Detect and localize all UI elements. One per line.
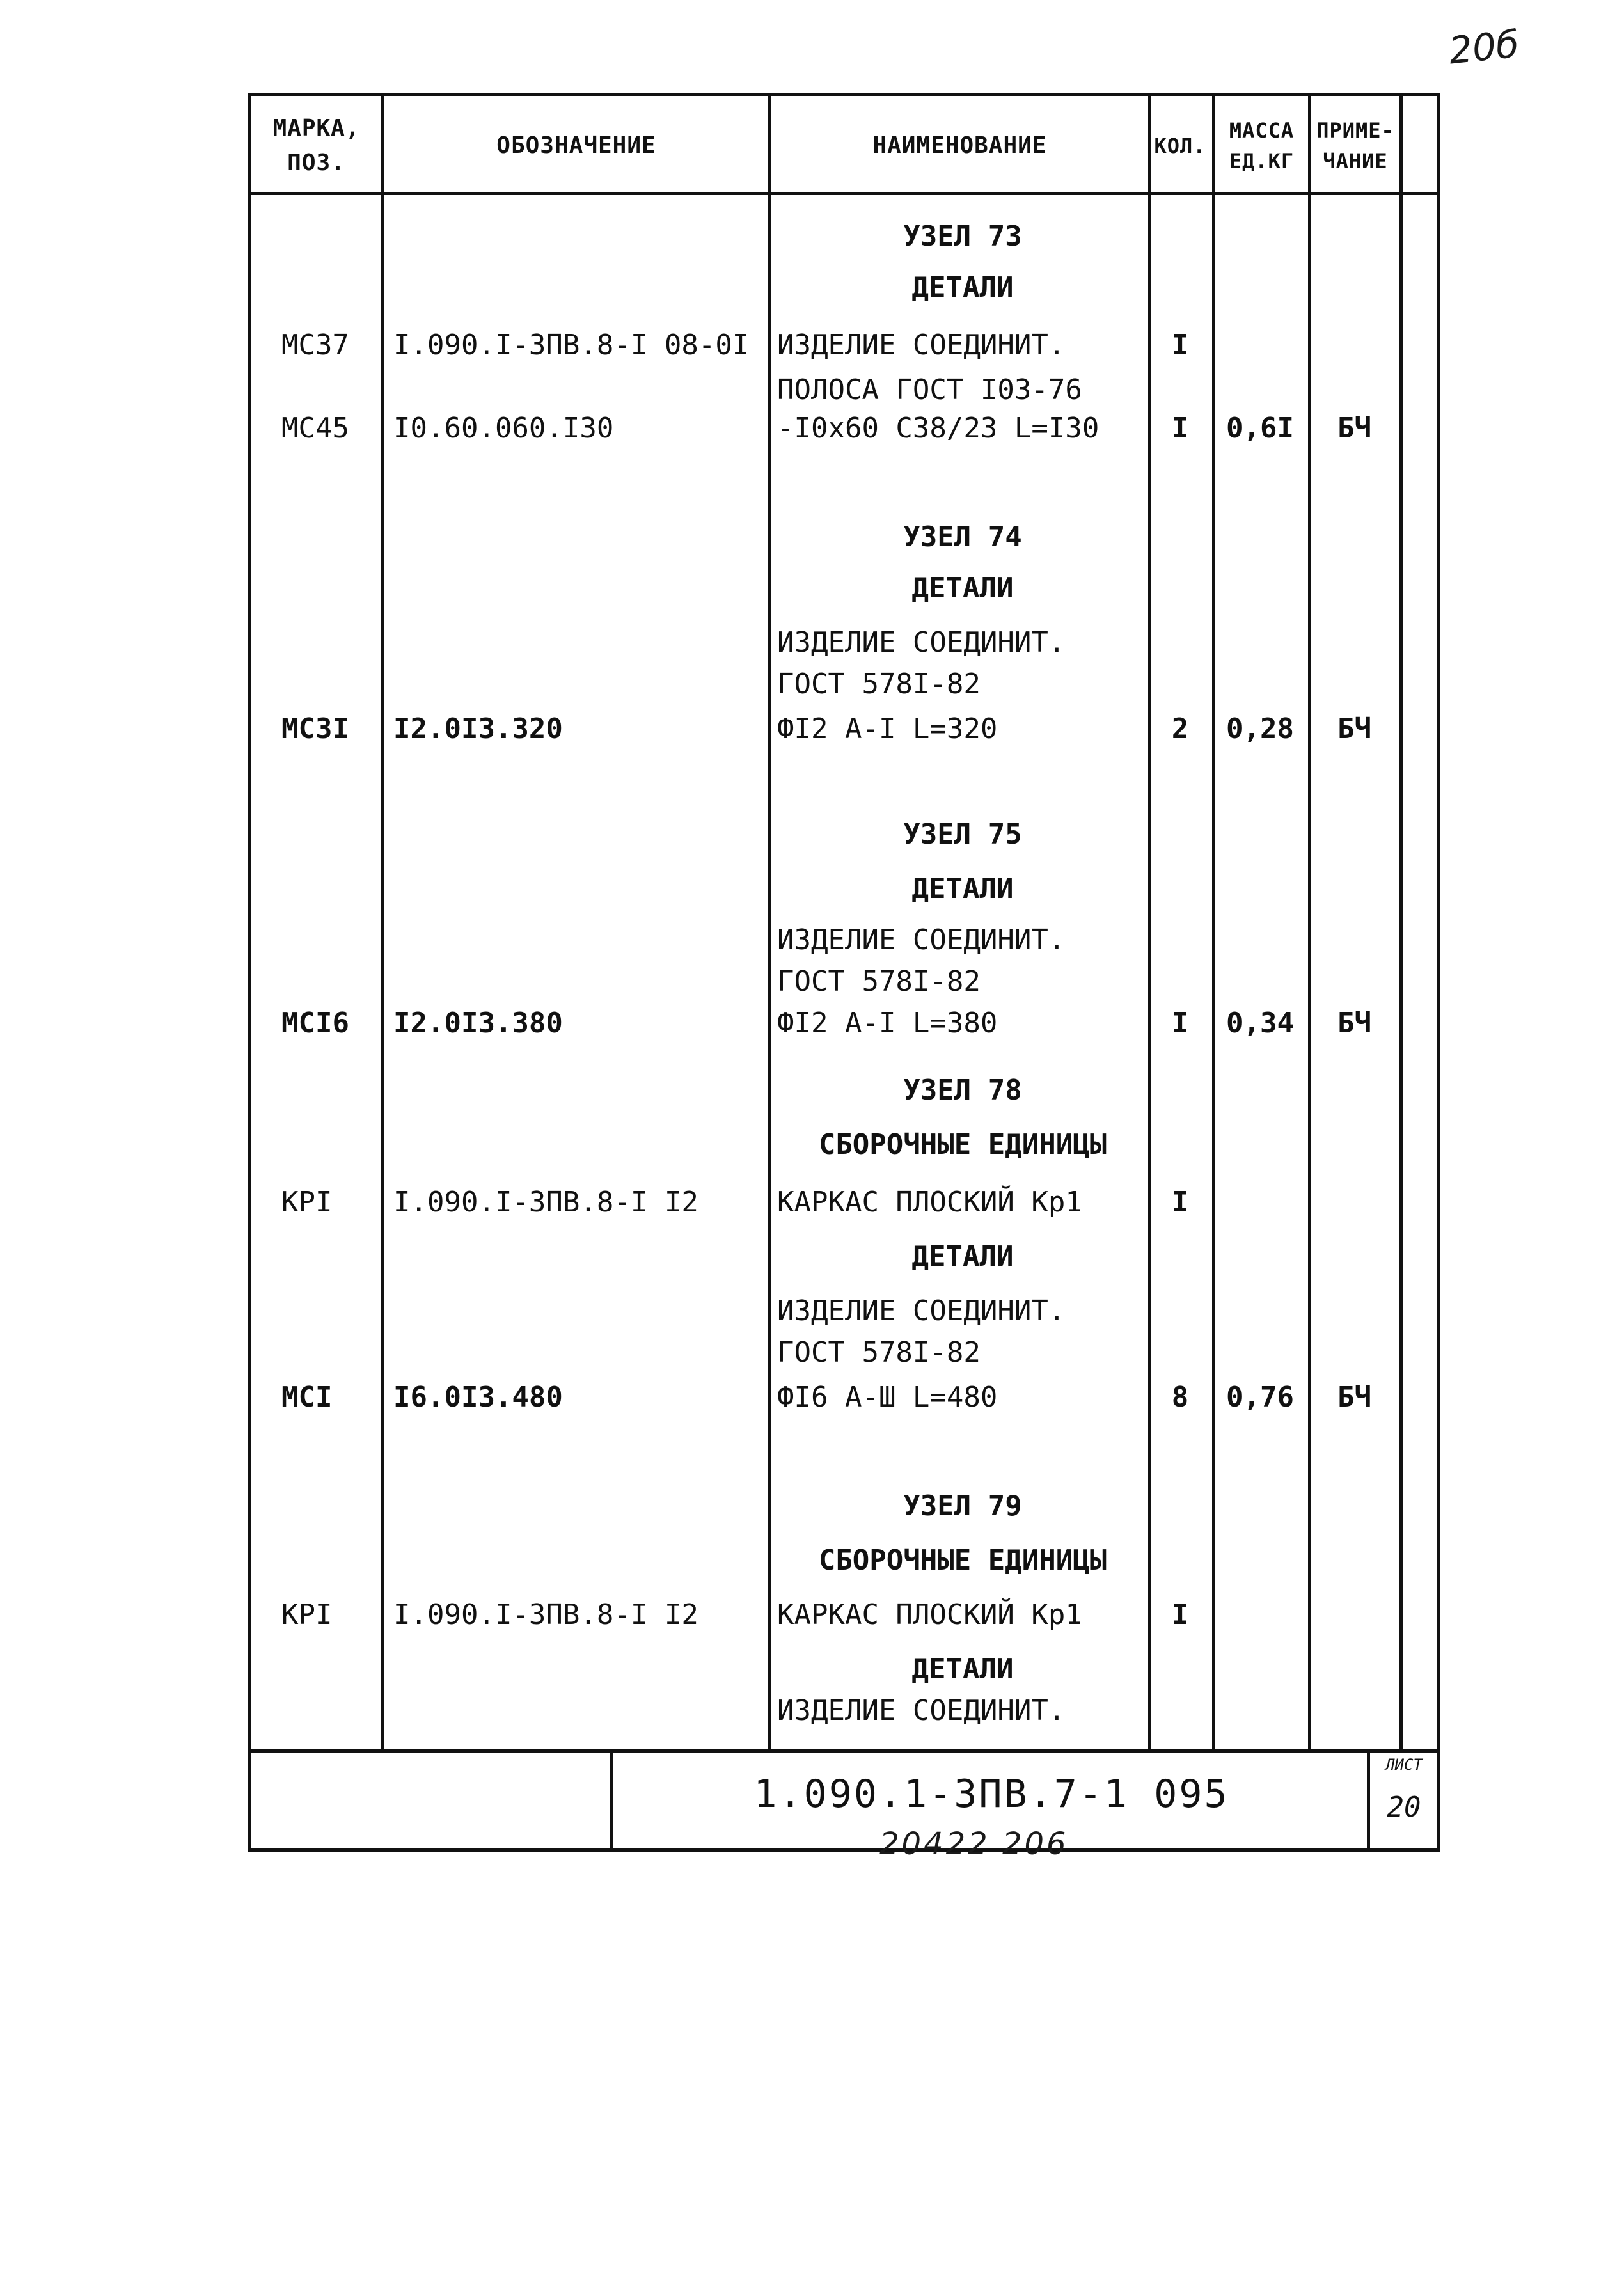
cell-name: ИЗДЕЛИЕ СОЕДИНИТ. bbox=[777, 329, 1066, 361]
cell-qty: 8 bbox=[1171, 1381, 1189, 1414]
cell-name: СБОРОЧНЫЕ ЕДИНИЦЫ bbox=[818, 1128, 1107, 1161]
cell-designation: I2.0I3.380 bbox=[393, 1007, 563, 1039]
cell-name: ПОЛОСА ГОСТ I03-76 bbox=[777, 374, 1082, 406]
cell-qty: I bbox=[1171, 412, 1189, 445]
cell-name: ФI2 А-I L=320 bbox=[777, 713, 998, 745]
cell-qty: I bbox=[1171, 1598, 1189, 1631]
header-mass: МАССА ЕД.КГ bbox=[1229, 118, 1295, 173]
cell-qty: I bbox=[1171, 1007, 1189, 1039]
cell-name: ГОСТ 578I-82 bbox=[777, 1336, 981, 1369]
cell-name: ФI2 А-I L=380 bbox=[777, 1007, 998, 1039]
cell-designation: I0.60.060.I30 bbox=[393, 412, 614, 445]
cell-designation: I.090.I-3ПВ.8-I I2 bbox=[393, 1186, 698, 1218]
column-divider bbox=[1399, 96, 1403, 1753]
title-block-divider bbox=[610, 1753, 613, 1848]
sheet-label: ЛИСТ bbox=[1385, 1756, 1423, 1774]
sheet-number: 20 bbox=[1387, 1791, 1421, 1824]
cell-name: СБОРОЧНЫЕ ЕДИНИЦЫ bbox=[818, 1544, 1107, 1577]
cell-name: -I0х60 С38/23 L=I30 bbox=[777, 412, 1100, 445]
cell-name: КАРКАС ПЛОСКИЙ Кр1 bbox=[777, 1186, 1082, 1218]
cell-designation: I2.0I3.320 bbox=[393, 713, 563, 745]
header-mark: МАРКА, ПОЗ. bbox=[272, 114, 360, 176]
cell-name: ИЗДЕЛИЕ СОЕДИНИТ. bbox=[777, 626, 1066, 659]
cell-name: ИЗДЕЛИЕ СОЕДИНИТ. bbox=[777, 1694, 1066, 1727]
column-divider bbox=[381, 96, 384, 1753]
cell-note: БЧ bbox=[1337, 1007, 1371, 1039]
cell-note: БЧ bbox=[1337, 1381, 1371, 1414]
cell-mass: 0,28 bbox=[1226, 713, 1294, 745]
cell-name: УЗЕЛ 74 bbox=[903, 521, 1022, 553]
cell-name: УЗЕЛ 79 bbox=[903, 1490, 1022, 1522]
cell-mass: 0,6I bbox=[1226, 412, 1294, 445]
cell-name: УЗЕЛ 73 bbox=[903, 220, 1022, 253]
header-note: ПРИМЕ- ЧАНИЕ bbox=[1316, 118, 1394, 173]
cell-name: ДЕТАЛИ bbox=[911, 1653, 1014, 1685]
handwritten-page-number: 20б bbox=[1446, 22, 1521, 73]
cell-mark: МС37 bbox=[281, 329, 349, 361]
cell-designation: I.090.I-3ПВ.8-I I2 bbox=[393, 1598, 698, 1631]
header-qty: КОЛ. bbox=[1154, 133, 1206, 158]
cell-name: ИЗДЕЛИЕ СОЕДИНИТ. bbox=[777, 924, 1066, 956]
cell-name: КАРКАС ПЛОСКИЙ Кр1 bbox=[777, 1598, 1082, 1631]
cell-designation: I.090.I-3ПВ.8-I 08-0I bbox=[393, 329, 750, 361]
cell-name: ГОСТ 578I-82 bbox=[777, 668, 981, 700]
archive-number: 20422 206 bbox=[879, 1826, 1069, 1862]
cell-name: ДЕТАЛИ bbox=[911, 1240, 1014, 1273]
document-code: 1.090.1-3ПВ.7-1 095 bbox=[753, 1772, 1229, 1817]
cell-qty: I bbox=[1171, 329, 1189, 361]
cell-name: УЗЕЛ 75 bbox=[903, 818, 1022, 851]
cell-designation: I6.0I3.480 bbox=[393, 1381, 563, 1414]
cell-name: ИЗДЕЛИЕ СОЕДИНИТ. bbox=[777, 1295, 1066, 1327]
cell-note: БЧ bbox=[1337, 412, 1371, 445]
header-designation: ОБОЗНАЧЕНИЕ bbox=[496, 132, 656, 159]
header-name: НАИМЕНОВАНИЕ bbox=[872, 132, 1047, 159]
cell-mark: МСI6 bbox=[281, 1007, 349, 1039]
cell-mark: КРI bbox=[281, 1598, 333, 1631]
cell-name: УЗЕЛ 78 bbox=[903, 1074, 1022, 1107]
cell-qty: 2 bbox=[1171, 713, 1189, 745]
cell-mark: КРI bbox=[281, 1186, 333, 1218]
cell-mark: МСI bbox=[281, 1381, 333, 1414]
cell-qty: I bbox=[1171, 1186, 1189, 1218]
cell-name: ФI6 А-Ш L=480 bbox=[777, 1381, 998, 1414]
cell-name: ДЕТАЛИ bbox=[911, 572, 1014, 604]
cell-mass: 0,34 bbox=[1226, 1007, 1294, 1039]
column-divider bbox=[1308, 96, 1311, 1753]
cell-mark: МС45 bbox=[281, 412, 349, 445]
column-divider bbox=[1212, 96, 1215, 1753]
cell-name: ДЕТАЛИ bbox=[911, 271, 1014, 304]
cell-note: БЧ bbox=[1337, 713, 1371, 745]
cell-mark: МС3I bbox=[281, 713, 349, 745]
cell-mass: 0,76 bbox=[1226, 1381, 1294, 1414]
cell-name: ГОСТ 578I-82 bbox=[777, 965, 981, 998]
cell-name: ДЕТАЛИ bbox=[911, 872, 1014, 905]
